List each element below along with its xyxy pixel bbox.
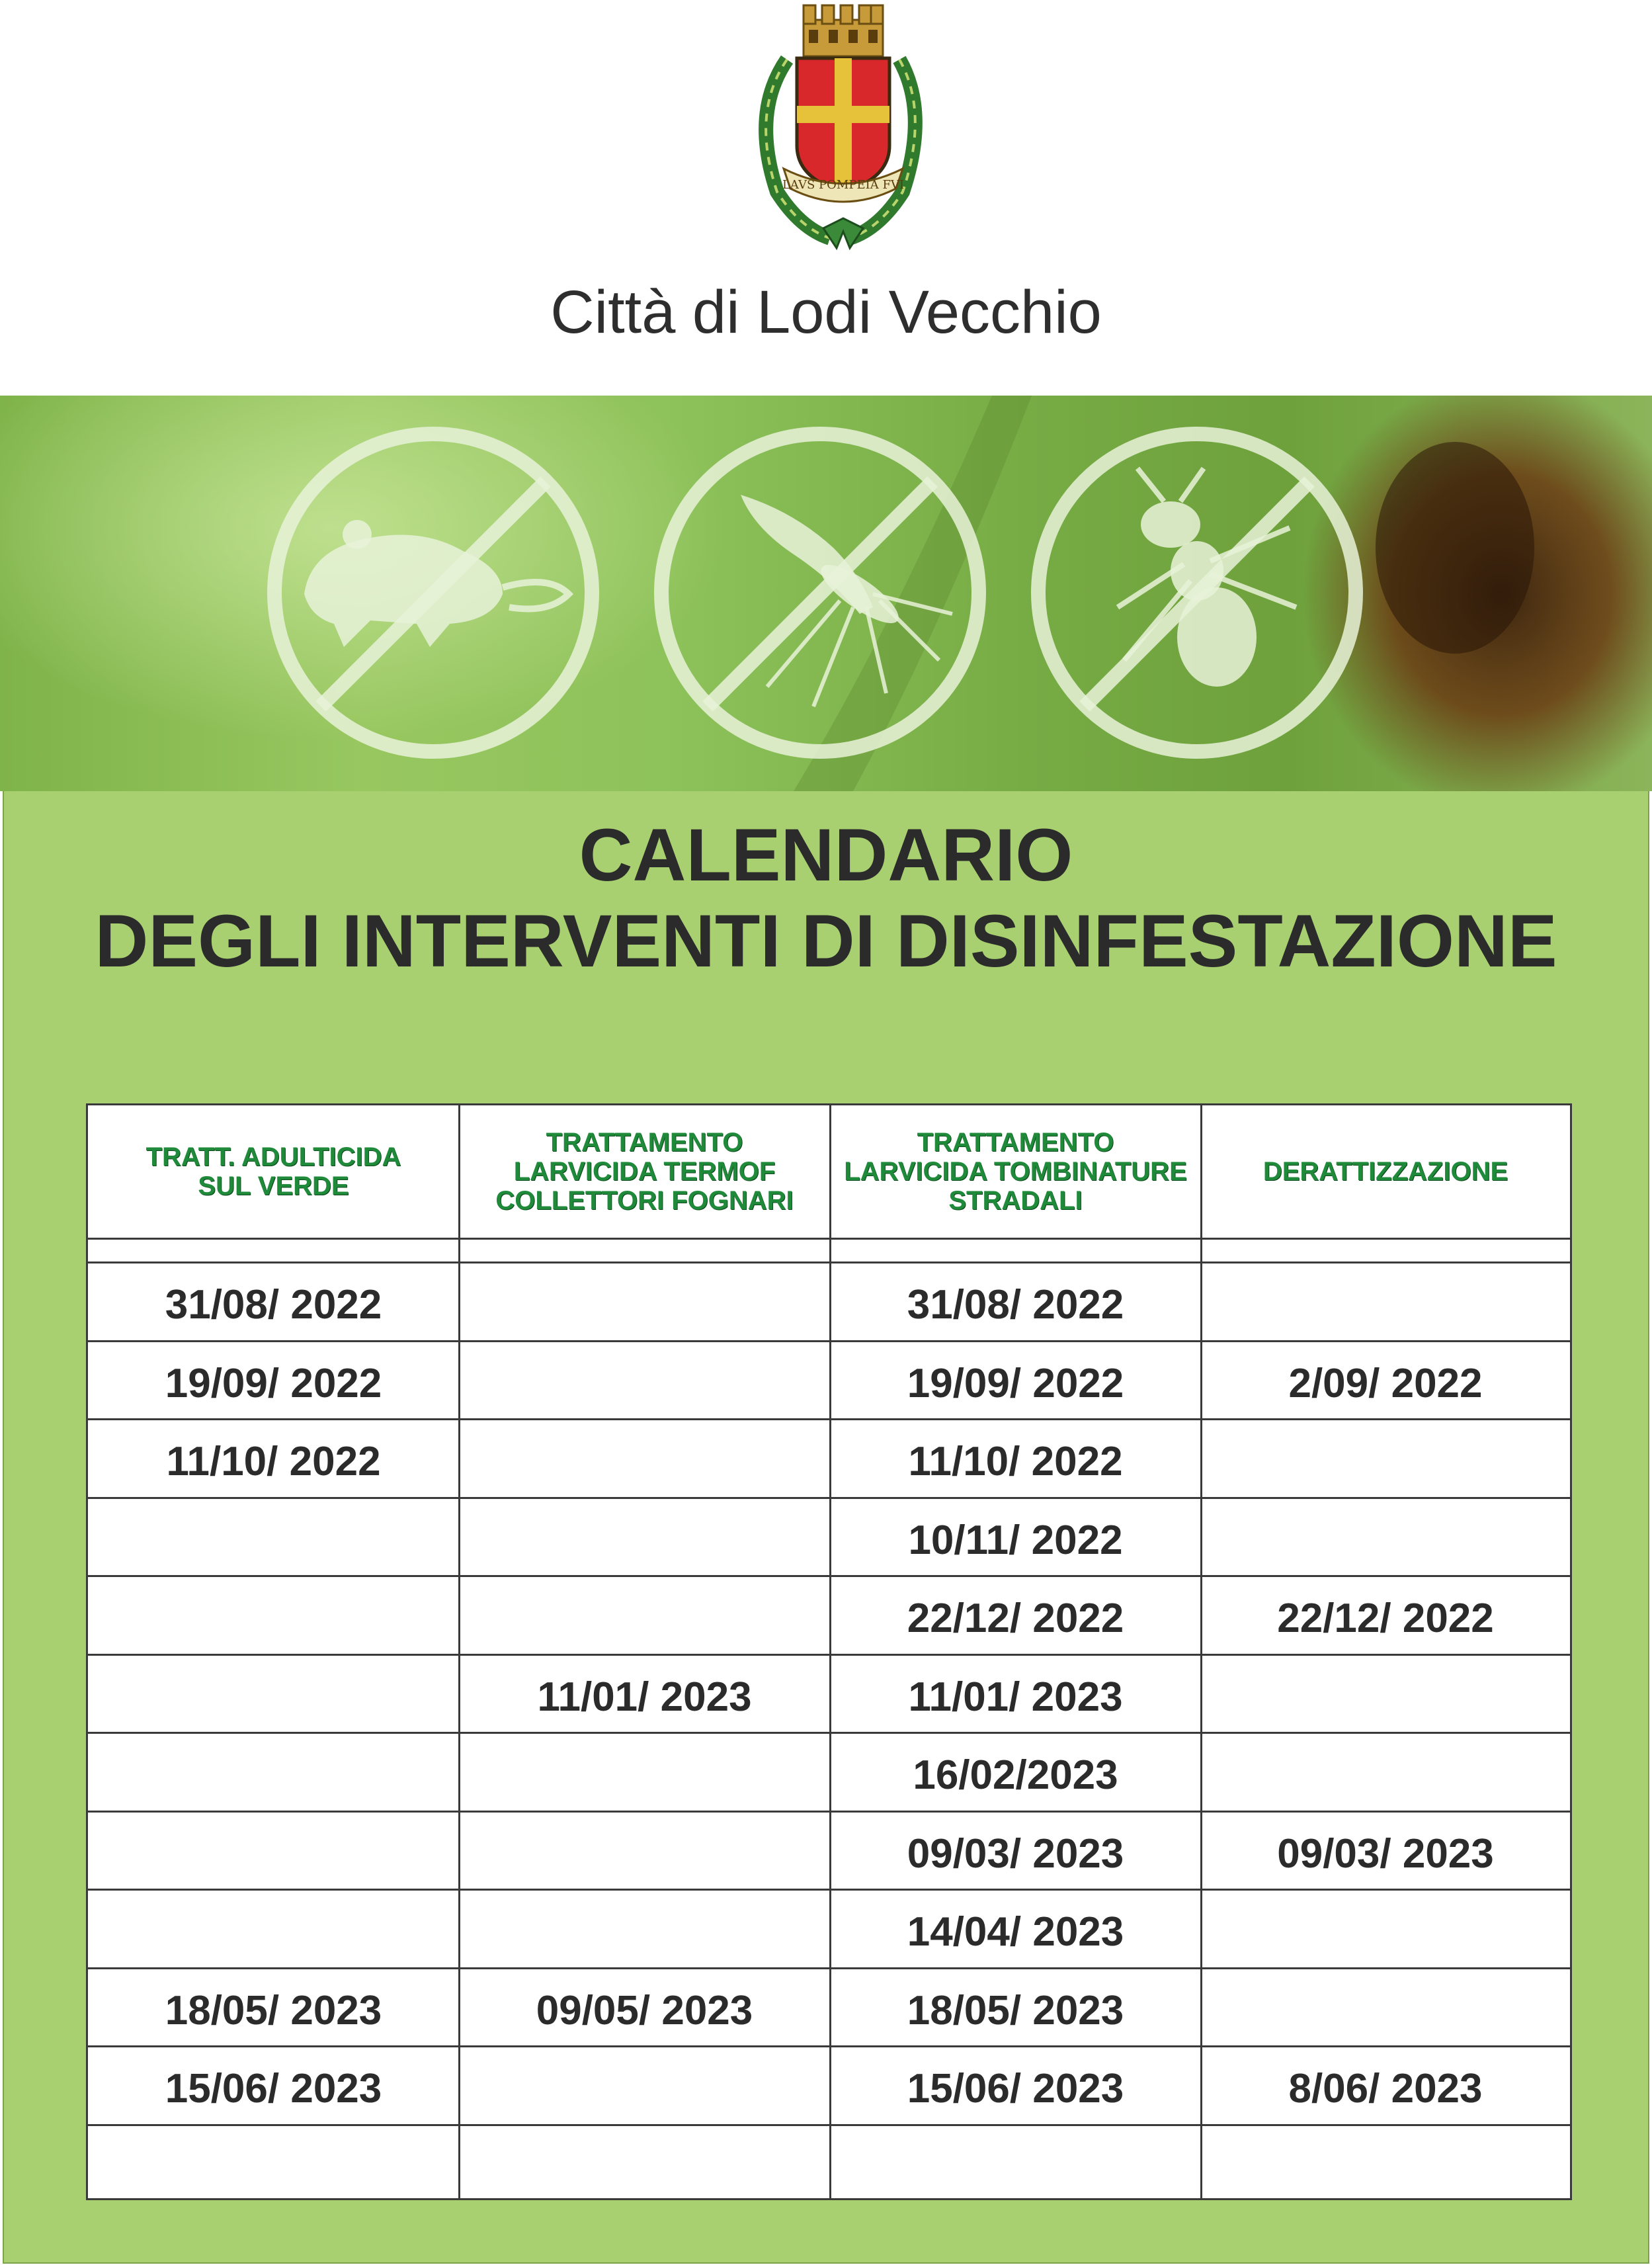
crown-icon <box>804 5 883 56</box>
coat-of-arms-icon <box>737 0 936 255</box>
date-cell: 15/06/ 2023 <box>165 2066 382 2112</box>
column-header: TRATTAMENTO LARVICIDA TERMOF COLLETTORI FOGNARI <box>495 1128 794 1215</box>
date-cell: 14/04/ 2023 <box>907 1909 1124 1955</box>
date-cell: 11/10/ 2022 <box>908 1439 1123 1484</box>
date-cell: 18/05/ 2023 <box>907 1988 1124 2033</box>
date-cell: 09/03/ 2023 <box>907 1831 1124 1877</box>
row-divider <box>88 1889 1570 1891</box>
date-cell: 11/01/ 2023 <box>908 1674 1123 1720</box>
row-divider <box>88 1811 1570 1813</box>
row-divider <box>88 1238 1570 1240</box>
row-divider <box>88 1575 1570 1577</box>
date-cell: 22/12/ 2022 <box>907 1596 1124 1641</box>
row-divider <box>88 1497 1570 1499</box>
pest-banner <box>0 396 1652 791</box>
date-cell: 10/11/ 2022 <box>908 1517 1123 1563</box>
row-divider <box>88 1261 1570 1263</box>
row-divider <box>88 1654 1570 1656</box>
city-name: Città di Lodi Vecchio <box>550 278 1102 346</box>
column-divider <box>1200 1105 1202 2198</box>
row-divider <box>88 2124 1570 2126</box>
date-cell: 15/06/ 2023 <box>907 2066 1124 2112</box>
date-cell: 31/08/ 2022 <box>907 1282 1124 1328</box>
date-cell: 19/09/ 2022 <box>907 1361 1124 1406</box>
date-cell: 16/02/2023 <box>913 1752 1118 1798</box>
column-header: TRATTAMENTO LARVICIDA TOMBINATURE STRADALI <box>844 1128 1187 1215</box>
column-header: TRATT. ADULTICIDA SUL VERDE <box>145 1142 401 1201</box>
date-cell: 11/01/ 2023 <box>537 1674 752 1720</box>
column-divider <box>458 1105 460 2198</box>
date-cell: 22/12/ 2022 <box>1277 1596 1494 1641</box>
row-divider <box>88 1732 1570 1734</box>
row-divider <box>88 2045 1570 2047</box>
date-cell: 09/03/ 2023 <box>1277 1831 1494 1877</box>
date-cell: 2/09/ 2022 <box>1288 1361 1483 1406</box>
date-cell: 19/09/ 2022 <box>165 1361 382 1406</box>
date-cell: 8/06/ 2023 <box>1288 2066 1483 2112</box>
column-header: DERATTIZZAZIONE <box>1262 1157 1508 1186</box>
date-cell: 18/05/ 2023 <box>165 1988 382 2033</box>
page-header <box>0 0 1652 396</box>
title-line-1: CALENDARIO <box>579 814 1073 896</box>
title-line-2: DEGLI INTERVENTI DI DISINFESTAZIONE <box>95 900 1557 982</box>
row-divider <box>88 1418 1570 1420</box>
svg-text:LAVS POMPEIA FVI: LAVS POMPEIA FVI <box>782 178 905 192</box>
row-divider <box>88 1340 1570 1342</box>
date-cell: 11/10/ 2022 <box>166 1439 381 1484</box>
date-cell: 31/08/ 2022 <box>165 1282 382 1328</box>
schedule-table <box>86 1103 1572 2200</box>
column-divider <box>829 1105 831 2198</box>
date-cell: 09/05/ 2023 <box>536 1988 753 2033</box>
page-title <box>0 812 1652 984</box>
row-divider <box>88 1967 1570 1969</box>
